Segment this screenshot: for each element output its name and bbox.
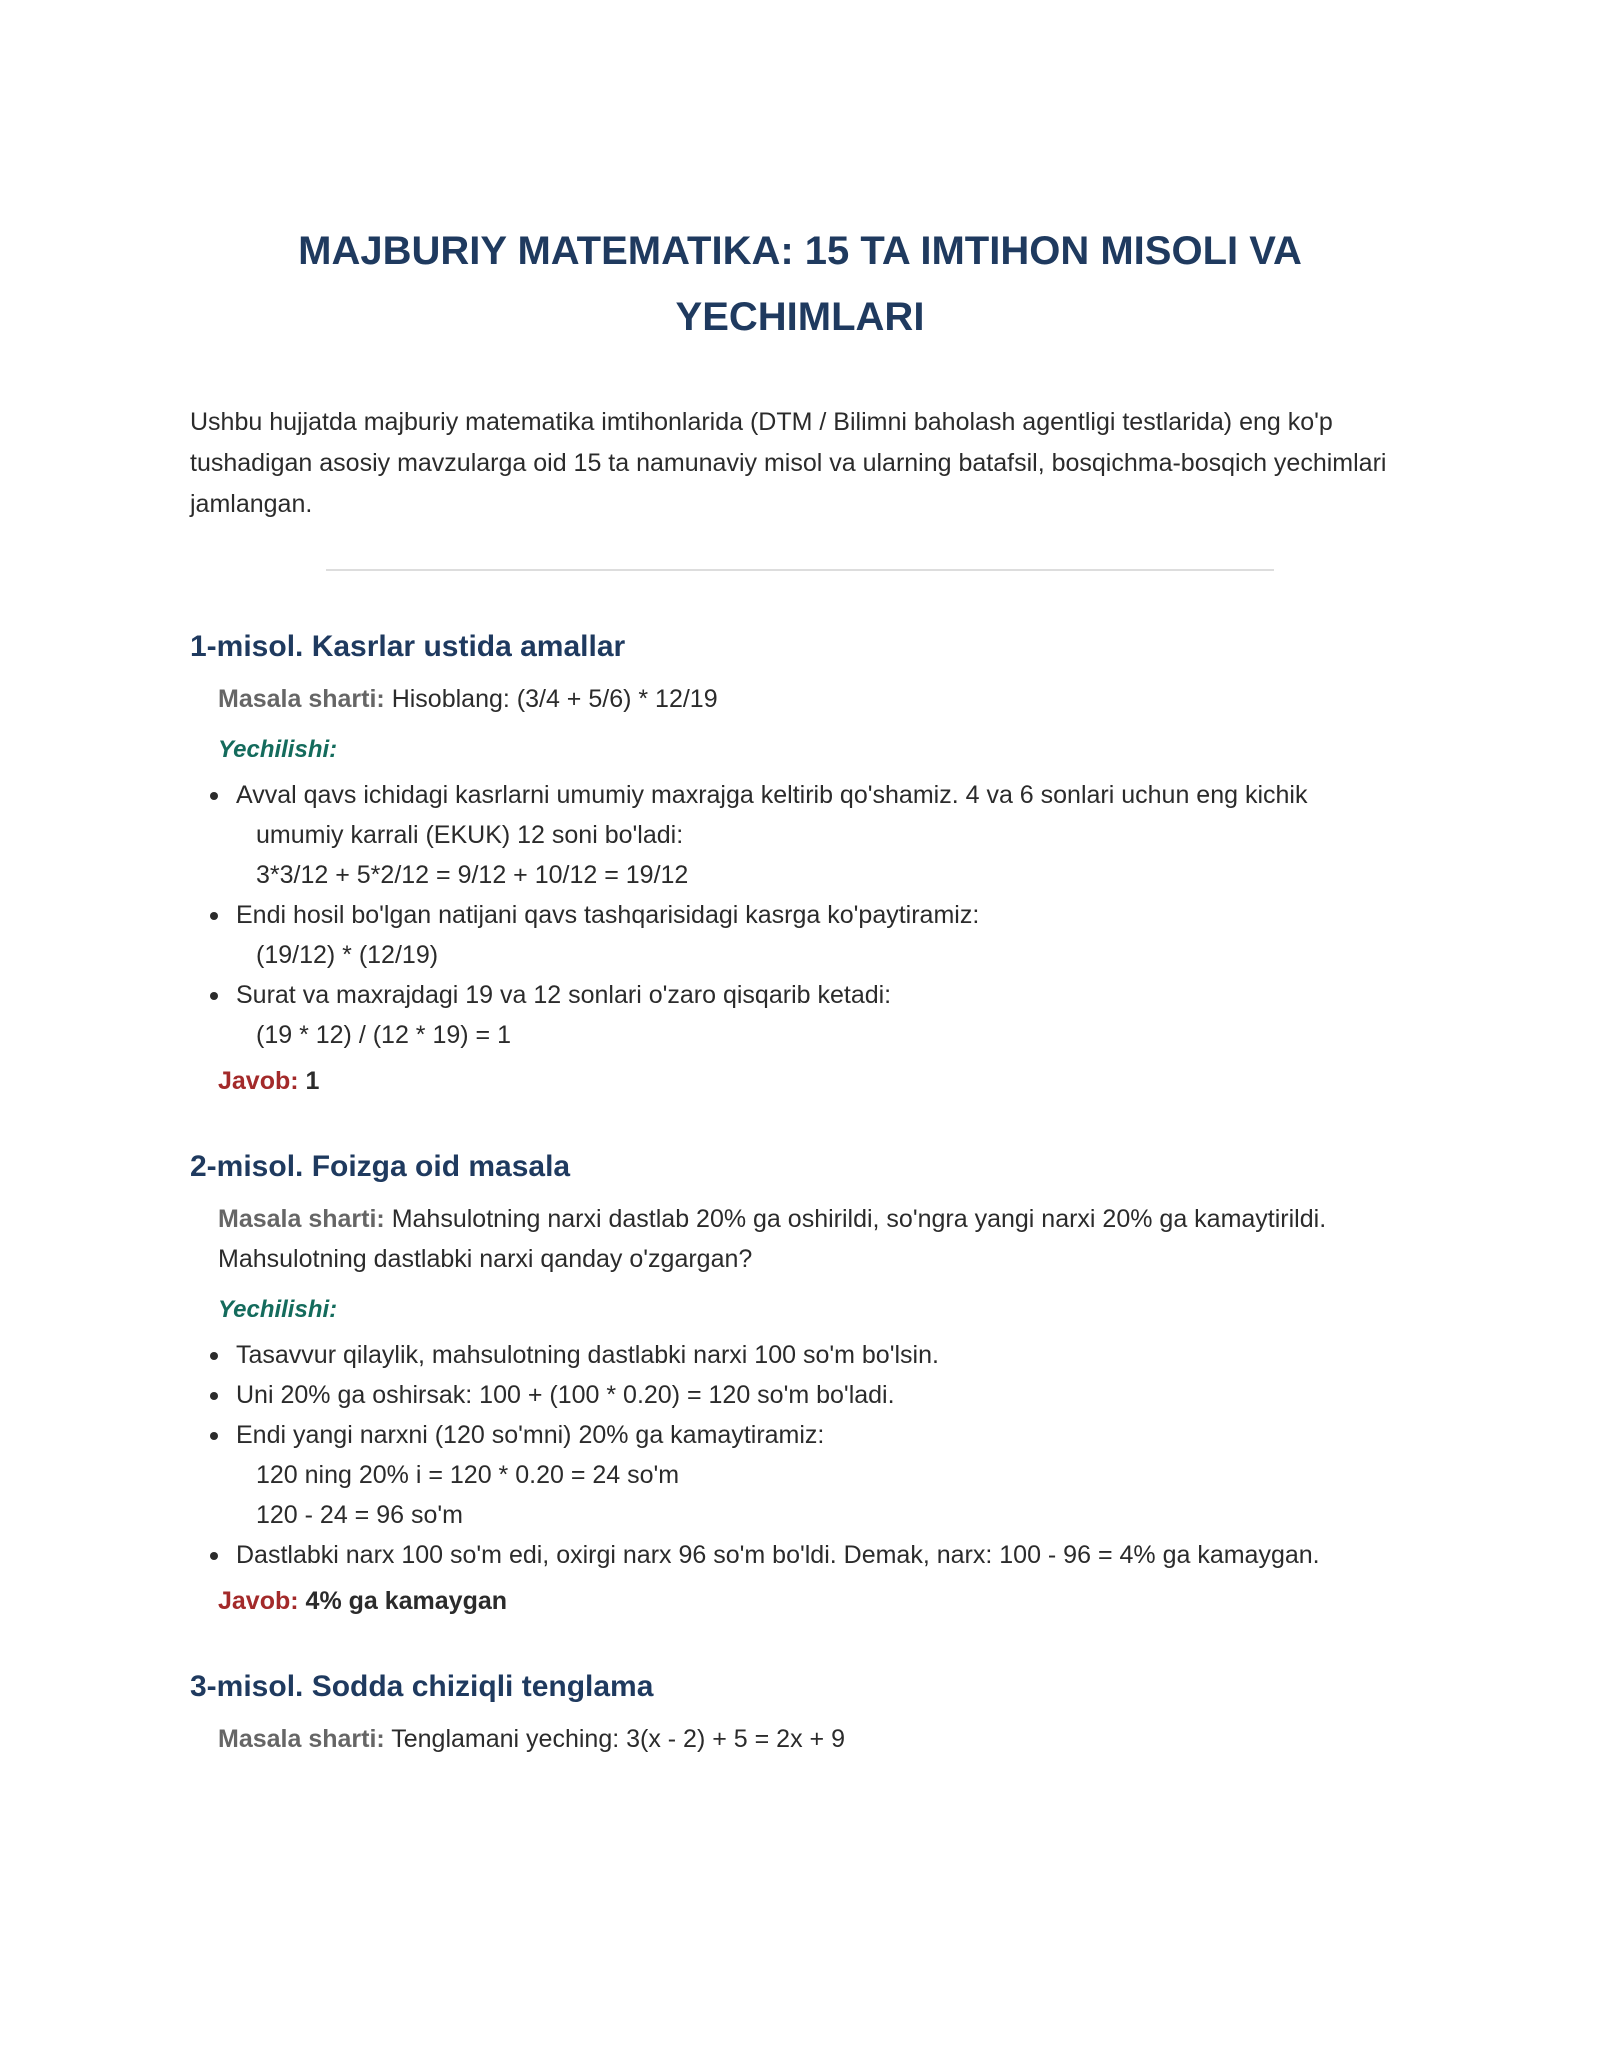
step-text: Uni 20% ga oshirsak: 100 + (100 * 0.20) = 120 so'm bo'ladi.: [236, 1381, 895, 1409]
list-item: [190, 895, 1410, 975]
step-formula: (19 * 12) / (12 * 19) = 1: [256, 1021, 512, 1049]
solution-steps: [190, 775, 1410, 1055]
condition-label: Masala sharti:: [218, 1205, 385, 1233]
list-item: [190, 1335, 1410, 1375]
bullet-icon: [210, 992, 218, 1000]
step-formula: 120 - 24 = 96 so'm: [256, 1501, 463, 1529]
divider: [326, 569, 1274, 571]
example-title: 2-misol. Foizga oid masala: [190, 1150, 571, 1183]
step-formula: 3*3/12 + 5*2/12 = 9/12 + 10/12 = 19/12: [256, 861, 689, 889]
example-condition: [218, 1199, 1410, 1279]
step-continuation: umumiy karrali (EKUK) 12 soni bo'ladi:: [256, 821, 684, 849]
solution-label: Yechilishi:: [218, 1296, 338, 1323]
condition-text: Tenglamani yeching: 3(x - 2) + 5 = 2x + 9: [391, 1725, 845, 1753]
answer-value: 1: [305, 1067, 320, 1095]
condition-label: Masala sharti:: [218, 685, 385, 713]
step-text: Tasavvur qilaylik, mahsulotning dastlabki narxi 100 so'm bo'lsin.: [236, 1341, 939, 1369]
step-formula: 120 ning 20% i = 120 * 0.20 = 24 so'm: [256, 1461, 680, 1489]
example-answer: [218, 1061, 1410, 1101]
example-3: [190, 1667, 1410, 1759]
condition-text: Mahsulotning narxi dastlab 20% ga oshirildi, so'ngra yangi narxi 20% ga kamaytirildi. Mahsulotning dastlabki narxi qanday o'zgargan?: [218, 1205, 1327, 1273]
example-answer: [218, 1581, 1410, 1621]
document-title: MAJBURIY MATEMATIKA: 15 TA IMTIHON MISOLI VA YECHIMLARI: [298, 229, 1302, 339]
list-item: [190, 775, 1410, 895]
answer-value: 4% ga kamaygan: [305, 1587, 508, 1615]
example-2: [190, 1147, 1410, 1621]
solution-label: Yechilishi:: [218, 736, 338, 763]
list-item: [190, 1375, 1410, 1415]
answer-label: Javob:: [218, 1067, 299, 1095]
solution-steps: [190, 1335, 1410, 1575]
example-title: 3-misol. Sodda chiziqli tenglama: [190, 1670, 654, 1703]
step-text: Endi yangi narxni (120 so'mni) 20% ga kamaytiramiz:: [236, 1421, 825, 1449]
example-1: [190, 627, 1410, 1101]
step-formula: (19/12) * (12/19): [256, 941, 439, 969]
bullet-icon: [210, 1432, 218, 1440]
document-page: [190, 218, 1410, 1805]
answer-label: Javob:: [218, 1587, 299, 1615]
list-item: [190, 1415, 1410, 1535]
condition-text: Hisoblang: (3/4 + 5/6) * 12/19: [391, 685, 718, 713]
condition-label: Masala sharti:: [218, 1725, 385, 1753]
step-text: Avval qavs ichidagi kasrlarni umumiy maxrajga keltirib qo'shamiz. 4 va 6 sonlari uchun eng kichik: [236, 781, 1308, 809]
step-text: Surat va maxrajdagi 19 va 12 sonlari o'zaro qisqarib ketadi:: [236, 981, 892, 1009]
example-condition: [218, 1719, 1410, 1759]
bullet-icon: [210, 792, 218, 800]
list-item: [190, 1535, 1410, 1575]
step-text: Dastlabki narx 100 so'm edi, oxirgi narx 96 so'm bo'ldi. Demak, narx: 100 - 96 = 4% ga kamaygan.: [236, 1541, 1320, 1569]
bullet-icon: [210, 912, 218, 920]
example-condition: [218, 679, 1410, 719]
step-text: Endi hosil bo'lgan natijani qavs tashqarisidagi kasrga ko'paytiramiz:: [236, 901, 980, 929]
bullet-icon: [210, 1392, 218, 1400]
list-item: [190, 975, 1410, 1055]
intro-paragraph: Ushbu hujjatda majburiy matematika imtihonlarida (DTM / Bilimni baholash agentligi testlarida) eng ko'p tushadigan asosiy mavzularga oid 15 ta namunaviy misol va ularning batafsil, bosqichma-bosqich yechimlari jamlangan.: [190, 408, 1387, 518]
bullet-icon: [210, 1352, 218, 1360]
bullet-icon: [210, 1552, 218, 1560]
example-title: 1-misol. Kasrlar ustida amallar: [190, 630, 626, 663]
